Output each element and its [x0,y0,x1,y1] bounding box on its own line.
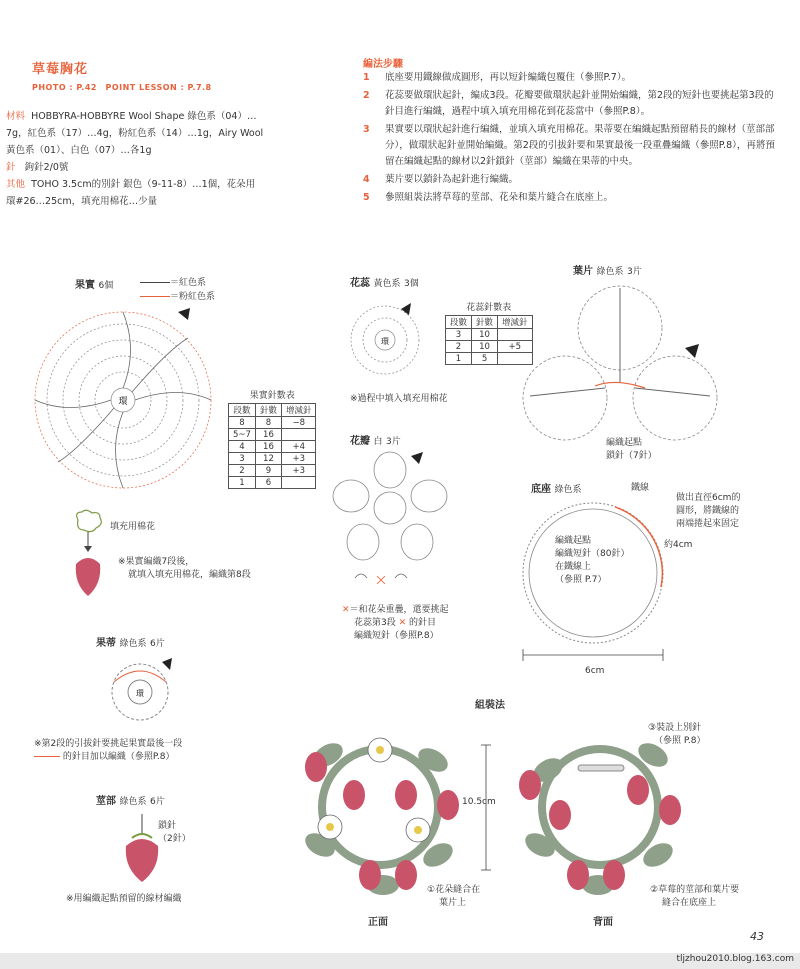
leaf-label: 葉片 綠色系 3片 [573,266,642,277]
materials-label: 材料 [6,111,26,122]
leaf-start-note: 編織起點 鎖針（7針） [606,438,657,461]
petal-label: 花瓣 白 3片 [350,436,401,447]
svg-text:環: 環 [381,337,389,346]
stem-note: ※用編織起點預留的線材編織 [66,894,182,904]
stamen-chart [345,295,425,385]
materials-block [6,108,306,210]
assembly-back-label: 背面 [593,917,613,928]
footer-bar [0,953,800,969]
petal-chart [325,448,455,598]
assembly-note-3: ③裝設上別針 （參照 P.8） [648,723,706,746]
stuffing-label: 填充用棉花 [110,522,156,532]
assembly-front-label: 正面 [368,917,388,928]
front-wreath [301,738,459,895]
assembly-size: 10.5cm [462,797,496,807]
petal-note: ✕＝和花朵重疊，還要挑起 花蕊第3段 ✕ 的針目 編織短針（參照P.8） [342,605,449,641]
fruit-label: 果實 6個 [75,280,114,291]
fruit-table: 果實針數表 段數 針數 增減針 8 8 −8 5~7 16 4 16 +4 3 12 +3 2 9 +3 1 6 [228,388,316,489]
calyx-label: 果蒂 綠色系 6片 [96,638,165,649]
leaf-chart [515,278,725,463]
steps-list [363,70,783,208]
step-item: 3 果實要以環狀起針進行編織，並填入填充用棉花。果蒂要在編織起點預留稍長的線材（莖部部分），做環狀起針並開始編織。第2段的引拔針要和果實最後一段重疊編織（參照P.8），再將預留在編織起點的線材以2針鎖針（莖部）編織在果蒂的中央。 [363,124,775,167]
svg-text:環: 環 [136,689,144,698]
assembly-label: 組裝法 [475,700,505,711]
fruit-legend-pink: ＝粉紅色系 [140,289,215,302]
step-item: 5 參照組裝法將草莓的莖部、花朵和葉片縫合在底座上。 [363,192,614,203]
photo-reference: PHOTO : P.42 POINT LESSON : P.7.8 [32,83,212,92]
other-text-1: TOHO 3.5cm的別針 銀色（9-11-8）…1個，花朵用 [31,179,256,190]
stem-chain-label: 鎖針 （2針） [158,821,191,844]
base-approx: 約4cm [664,540,693,550]
base-note: 做出直徑6cm的 圓形，將鐵線的 兩端捲起來固定 [676,493,741,529]
base-wire-label: 鐵線 [631,483,650,493]
stem-label: 莖部 綠色系 6片 [96,796,165,807]
stamen-note: ※過程中填入填充用棉花 [350,394,448,404]
materials-text-3: 黃色系（01）、白色（07）…各1g [6,145,152,156]
assembly-note-1: ①花朵縫合在 葉片上 [427,885,481,908]
steps-title: 編法步驟 [363,59,403,70]
materials-text-1: HOBBYRA-HOBBYRE Wool Shape 綠色系（04）… [31,111,257,122]
stamen-table: 花蕊針數表 段數 針數 增減針 3 10 2 10 +5 1 5 [445,300,533,365]
base-inner-note: 編織起點 編織短針（80針） 在鐵線上 （參照 P.7） [555,536,630,585]
needle-text: 鉤針2/0號 [24,162,69,173]
base-label: 底座 綠色系 [531,484,582,495]
step-item: 4 葉片要以鎖針為起針進行編織。 [363,174,519,185]
other-text-2: 環#26…25cm，填充用棉花…少量 [6,196,158,207]
watermark: tljzhou2010.blog.163.com [676,954,794,964]
assembly-illustration [298,715,688,910]
calyx-note: ※第2段的引拔針要挑起果實最後一段 的針目加以編織（參照P.8） [34,739,183,762]
other-label: 其他 [6,179,26,190]
page-title: 草莓胸花 [32,62,89,77]
fruit-note: ※果實編織7段後， 就填入填充用棉花，編織第8段 [118,557,251,580]
step-item: 2 花蕊要做環狀起針，編成3段。花瓣要做環狀起針並開始編織，第2段的短針也要挑起第3段的針目進行編織，過程中填入填充用棉花到花蕊當中（參照P.8）。 [363,90,774,117]
needle-label: 針 [6,162,16,173]
back-wreath [519,738,681,895]
cotton-and-berry-icon [70,508,110,598]
stamen-label: 花蕊 黃色系 3個 [350,278,419,289]
base-width: 6cm [585,666,605,676]
page-number: 43 [750,930,764,943]
materials-text-2: 7g，紅色系（17）…4g，粉紅色系（14）…1g，Airy Wool [6,128,264,139]
assembly-note-2: ②草莓的莖部和葉片要 縫合在底座上 [650,885,740,908]
calyx-chart [100,652,180,732]
fruit-legend-red: ＝紅色系 [140,275,206,288]
fruit-chart [28,300,218,500]
fruit-ring-label: 環 [118,397,128,407]
step-item: 1 底座要用鐵線做成圓形，再以短針編織包覆住（參照P.7）。 [363,72,632,83]
